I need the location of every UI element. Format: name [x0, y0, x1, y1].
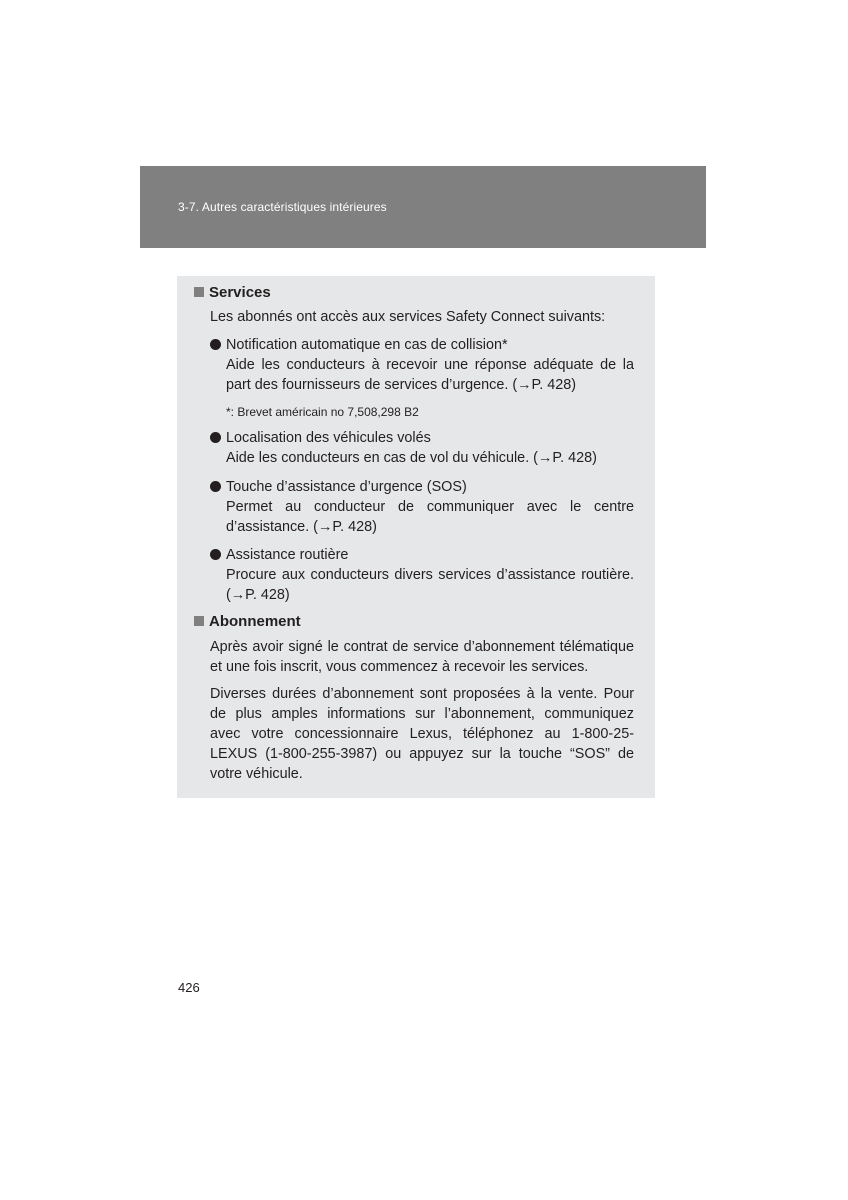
abonnement-heading: Abonnement — [194, 613, 301, 630]
service-item-desc: Procure aux conducteurs divers services d’assistance routière. (→P. 428) — [226, 567, 634, 603]
service-item-desc: Permet au conducteur de communiquer avec le centre d’assistance. (→P. 428) — [226, 499, 634, 535]
service-item-desc: Aide les conducteurs à recevoir une réponse adéquate de la part des fournisseurs de services d’urgence. (→P. 428) — [226, 357, 634, 393]
section-title: 3-7. Autres caractéristiques intérieures — [178, 200, 387, 214]
abonnement-paragraph: Diverses durées d’abonnement sont proposées à la vente. Pour de plus amples informations sur l’abonnement, communiquez avec votre concessionnaire Lexus, téléphonez au 1-800-25-LEXUS (1-800-255-3987) ou appuyez sur la touche “SOS” de votre véhicule. — [210, 686, 634, 782]
bullet-icon — [210, 481, 221, 492]
service-item-title: Assistance routière — [210, 545, 348, 565]
service-item-title: Notification automatique en cas de collision* — [210, 335, 508, 355]
abonnement-paragraph: Après avoir signé le contrat de service d’abonnement télématique et une fois inscrit, vous commencez à recevoir les services. — [210, 639, 634, 675]
bullet-icon — [210, 432, 221, 443]
square-bullet-icon — [194, 616, 204, 626]
services-heading: Services — [194, 284, 271, 301]
footnote: *: Brevet américain no 7,508,298 B2 — [226, 405, 419, 419]
section-header — [140, 166, 706, 248]
bullet-icon — [210, 339, 221, 350]
service-item-title: Touche d’assistance d’urgence (SOS) — [210, 477, 467, 497]
square-bullet-icon — [194, 287, 204, 297]
service-item-title: Localisation des véhicules volés — [210, 428, 431, 448]
info-panel — [177, 276, 655, 798]
bullet-icon — [210, 549, 221, 560]
services-intro: Les abonnés ont accès aux services Safety Connect suivants: — [210, 309, 606, 325]
page-number: 426 — [178, 980, 200, 995]
service-item-desc: Aide les conducteurs en cas de vol du véhicule. (→P. 428) — [226, 450, 597, 466]
